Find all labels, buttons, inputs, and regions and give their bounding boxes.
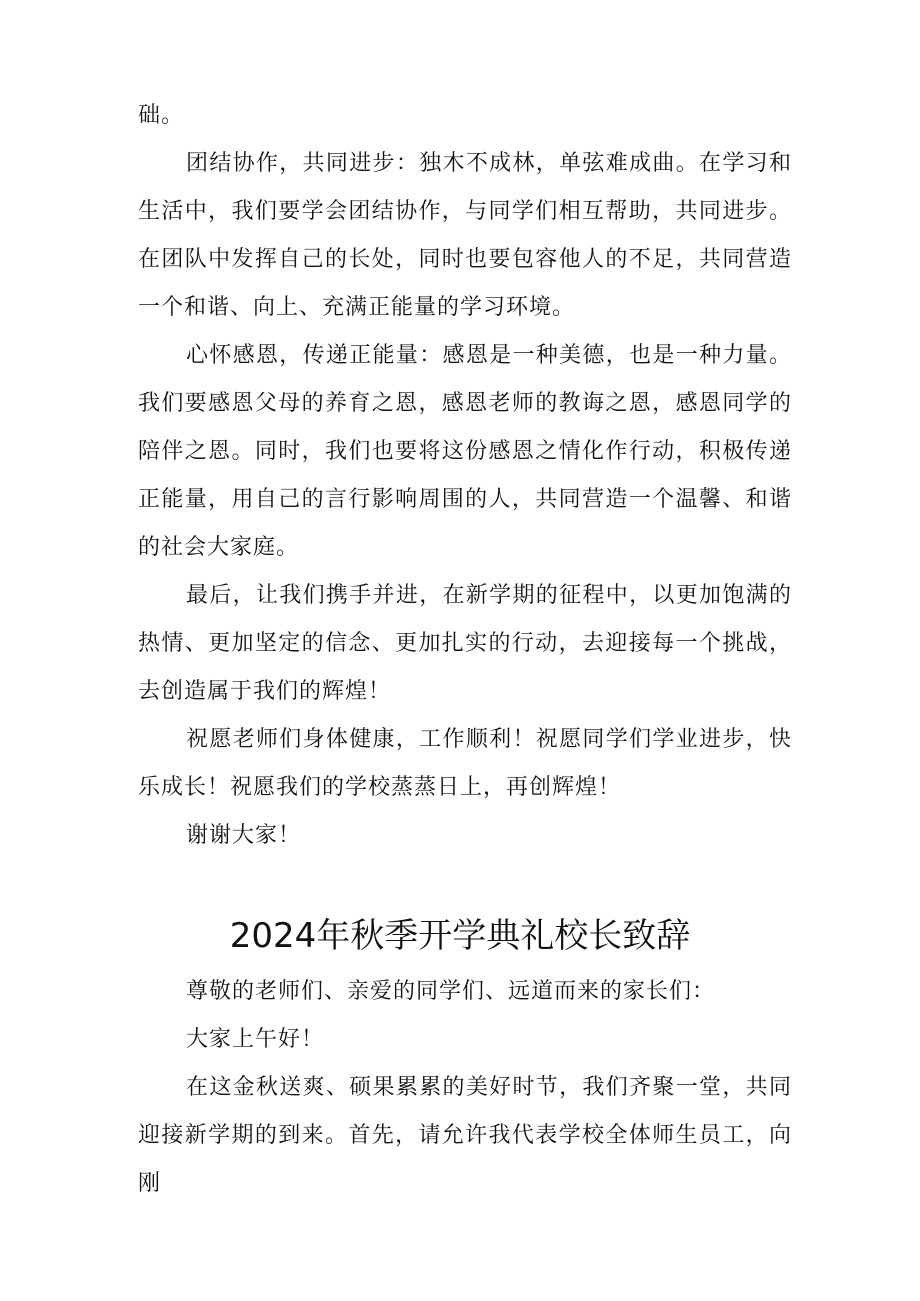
- paragraph-wishes: 祝愿老师们身体健康，工作顺利！祝愿同学们学业进步，快乐成长！祝愿我们的学校蒸蒸日上，再创辉煌！: [138, 727, 792, 800]
- speech-title: 2024年秋季开学典礼校长致辞: [229, 916, 691, 956]
- paragraph-unity: 团结协作，共同进步：独木不成林，单弦难成曲。在学习和生活中，我们要学会团结协作，与同学们相互帮助，共同进步。在团队中发挥自己的长处，同时也要包容他人的不足，共同营造一个和谐、向上、充满正能量的学习环境。: [138, 151, 792, 320]
- paragraph-closing: 最后，让我们携手并进，在新学期的征程中，以更加饱满的热情、更加坚定的信念、更加扎实的行动，去迎接每一个挑战，去创造属于我们的辉煌！: [138, 583, 792, 704]
- paragraph-salutation: 尊敬的老师们、亲爱的同学们、远道而来的家长们：: [186, 979, 716, 1004]
- previous-speech-ending: [138, 92, 792, 860]
- new-speech-body: [138, 968, 792, 1208]
- paragraph-greeting: 大家上午好！: [186, 1027, 325, 1052]
- paragraph-opening: 在这金秋送爽、硕果累累的美好时节，我们齐聚一堂，共同迎接新学期的到来。首先，请允许我代表学校全体师生员工，向刚: [138, 1075, 792, 1196]
- paragraph-continued: 础。: [138, 103, 185, 128]
- paragraph-thanks: 谢谢大家！: [186, 823, 302, 848]
- paragraph-gratitude: 心怀感恩，传递正能量：感恩是一种美德，也是一种力量。我们要感恩父母的养育之恩，感恩老师的教诲之恩，感恩同学的陪伴之恩。同时，我们也要将这份感恩之情化作行动，积极传递正能量，用自己的言行影响周围的人，共同营造一个温馨、和谐的社会大家庭。: [138, 343, 792, 560]
